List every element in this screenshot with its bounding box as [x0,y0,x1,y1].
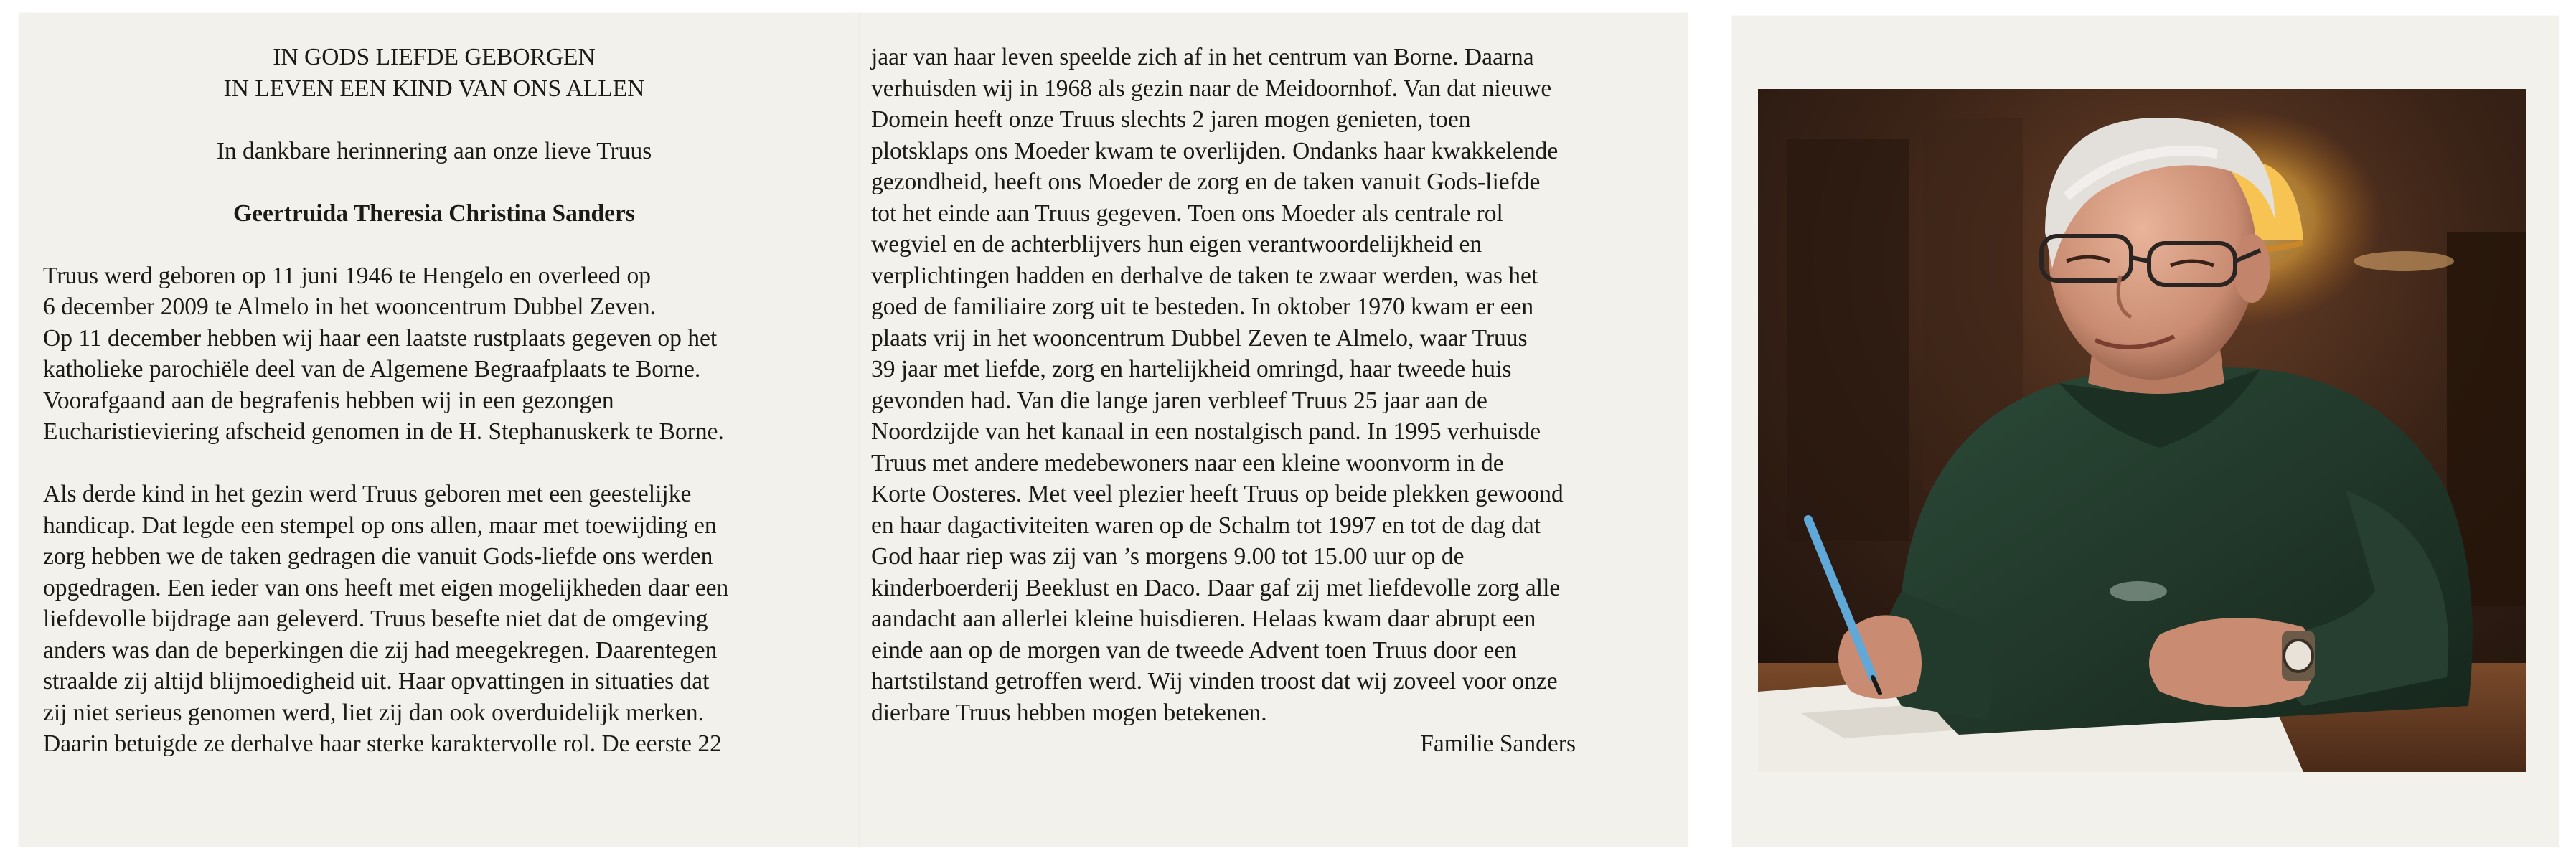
paragraph-3-line: tot het einde aan Truus gegeven. Toen ons Moeder als centrale rol [871,199,1503,227]
dedication: In dankbare herinnering aan onze lieve Truus [216,137,652,164]
paragraph-2-line: handicap. Dat legde een stempel op ons allen, maar met toewijding en [43,512,717,539]
paragraph-2-line: zorg hebben we de taken gedragen die vanuit Gods-liefde ons werden [43,543,713,570]
paragraph-3-line: gevonden had. Van die lange jaren verbleef Truus 25 jaar aan de [871,387,1487,414]
paragraph-3-line: Domein heeft onze Truus slechts 2 jaren mogen genieten, toen [871,106,1471,133]
paragraph-3-line: wegviel en de achterblijvers hun eigen verantwoordelijkheid en [871,231,1482,258]
paragraph-3-line: jaar van haar leven speelde zich af in het centrum van Borne. Daarna [871,44,1534,70]
paragraph-3-line: hartstilstand getroffen werd. Wij vinden troost dat wij zoveel voor onze [871,668,1558,695]
paragraph-3-line: aandacht aan allerlei kleine huisdieren. Helaas kwam daar abrupt een [871,606,1536,632]
paragraph-2-line: liefdevolle bijdrage aan geleverd. Truus besefte niet dat de omgeving [43,606,708,632]
card-fold [859,13,860,847]
paragraph-2-line: opgedragen. Een ieder van ons heeft met eigen mogelijkheden daar een [43,574,729,601]
paragraph-3-line: dierbare Truus hebben mogen betekenen. [871,699,1267,726]
paragraph-1-line: Op 11 december hebben wij haar een laatste rustplaats gegeven op het [43,324,718,352]
paragraph-3-line: Noordzijde van het kanaal in een nostalgisch pand. In 1995 verhuisde [871,418,1541,445]
paragraph-2-line: anders was dan de beperkingen die zij had meegekregen. Daarentegen [43,636,718,664]
paragraph-3-line: plaats vrij in het wooncentrum Dubbel Zeven te Almelo, waar Truus [871,324,1528,352]
header-line-2: IN LEVEN EEN KIND VAN ONS ALLEN [223,75,645,102]
paragraph-3-line: plotsklaps ons Moeder kwam te overlijden. Ondanks haar kwakkelende [871,137,1559,164]
paragraph-1-line: katholieke parochiële deel van de Algemene Begraafplaats te Borne. [43,356,701,382]
paragraph-1-line: Eucharistieviering afscheid genomen in de H. Stephanuskerk te Borne. [43,418,724,445]
paragraph-3-line: God haar riep was zij van ’s morgens 9.00 tot 15.00 uur op de [871,543,1465,570]
paragraph-1-line: Truus werd geboren op 11 juni 1946 te Hengelo en overleed op [43,262,651,289]
paragraph-3-line: en haar dagactiviteiten waren op de Schalm tot 1997 en tot de dag dat [871,512,1541,539]
portrait-photo [1758,89,2526,772]
right-text-column [871,42,1646,760]
paragraph-2-line: zij niet serieus genomen werd, liet zij dan ook overduidelijk merken. [43,699,704,726]
paragraph-2-line: straalde zij altijd blijmoedigheid uit. Haar opvattingen in situaties dat [43,668,710,695]
paragraph-1-line: Voorafgaand aan de begrafenis hebben wij in een gezongen [43,387,614,414]
paragraph-3-line: 39 jaar met liefde, zorg en hartelijkheid omringd, haar tweede huis [871,356,1512,382]
paragraph-3 [871,42,1646,728]
paragraph-3-line: goed de familiaire zorg uit te besteden. In oktober 1970 kwam er een [871,293,1534,320]
paragraph-1 [43,260,825,448]
paragraph-3-line: gezondheid, heeft ons Moeder de zorg en de taken vanuit Gods-liefde [871,169,1541,195]
paragraph-3-line: Korte Oosteres. Met veel plezier heeft Truus op beide plekken gewoond [871,481,1564,507]
paragraph-2 [43,479,825,760]
paragraph-3-line: kinderboerderij Beeklust en Daco. Daar gaf zij met liefdevolle zorg alle [871,574,1561,601]
portrait-illustration [1758,89,2526,772]
paragraph-2-line: Daarin betuigde ze derhalve haar sterke karaktervolle rol. De eerste 22 [43,730,722,757]
paragraph-3-line: Truus met andere medebewoners naar een kleine woonvorm in de [871,449,1504,476]
deceased-name: Geertruida Theresia Christina Sanders [233,199,635,227]
header-line-1: IN GODS LIEFDE GEBORGEN [273,44,596,70]
left-text-column [43,42,825,760]
paragraph-3-line: einde aan op de morgen van de tweede Advent toen Truus door een [871,636,1517,664]
paragraph-3-line: verplichtingen hadden en derhalve de taken te zwaar werden, was het [871,262,1538,289]
paragraph-1-line: 6 december 2009 te Almelo in het wooncentrum Dubbel Zeven. [43,293,657,320]
signature: Familie Sanders [1420,730,1576,757]
paragraph-2-line: Als derde kind in het gezin werd Truus geboren met een geestelijke [43,481,692,507]
paragraph-3-line: verhuisden wij in 1968 als gezin naar de Meidoornhof. Van dat nieuwe [871,75,1552,102]
